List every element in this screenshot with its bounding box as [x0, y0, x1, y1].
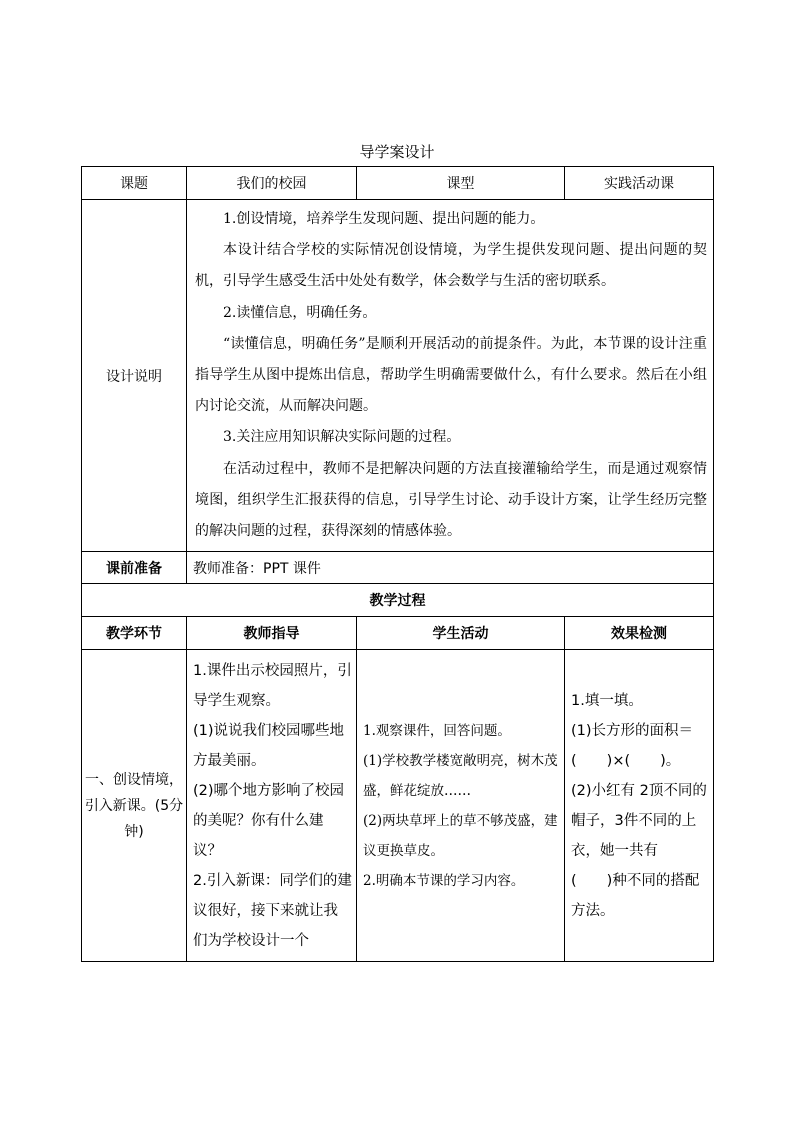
column-header-student: 学生活动 — [357, 617, 565, 650]
check-item: 1.填一填。 — [571, 692, 643, 709]
check-item — [571, 866, 709, 926]
blank-close: )。 — [660, 752, 681, 769]
teacher-guidance-cell — [187, 650, 357, 962]
design-content — [187, 200, 714, 552]
check-item: (1)长方形的面积＝ — [571, 722, 694, 739]
prep-value: 教师准备：PPT 课件 — [187, 552, 714, 584]
teacher-item: (1)说说我们校园哪些地方最美丽。 — [193, 723, 345, 770]
student-item: 1.观察课件，回答问题。 — [363, 722, 511, 739]
process-column-headers — [82, 617, 714, 650]
design-paragraph: 本设计结合学校的实际情况创设情境，为学生提供发现问题、提出问题的契机，引导学生感受生活中处处有数学，体会数学与生活的密切联系。 — [195, 242, 707, 290]
student-item: (2)两块草坪上的草不够茂盛，建议更换草皮。 — [363, 812, 558, 859]
design-paragraph: 2.读懂信息，明确任务。 — [223, 304, 377, 321]
topic-label: 课题 — [82, 167, 187, 200]
process-row — [82, 650, 714, 962]
student-item: (1)学校教学楼宽敞明亮，树木茂盛，鲜花绽放…… — [363, 752, 558, 799]
type-label: 课型 — [357, 167, 565, 200]
blank-open: ( — [571, 872, 577, 889]
design-paragraph: 1.创设情境，培养学生发现问题、提出问题的能力。 — [223, 211, 545, 227]
design-row — [82, 200, 714, 552]
column-header-teacher: 教师指导 — [187, 617, 357, 650]
student-activity-cell — [357, 650, 565, 962]
prep-row — [82, 552, 714, 584]
process-title: 教学过程 — [82, 584, 714, 617]
design-paragraph: 3.关注应用知识解决实际问题的过程。 — [223, 429, 461, 446]
teacher-item: (2)哪个地方影响了校园的美呢？你有什么建议？ — [193, 783, 345, 860]
column-header-check: 效果检测 — [565, 617, 714, 650]
design-paragraph: 在活动过程中，教师不是把解决问题的方法直接灌输给学生，而是通过观察情境图，组织学生汇报获得的信息，引导学生讨论、动手设计方案，让学生经历完整的解决问题的过程，获得深刻的情感体验。 — [195, 460, 707, 540]
design-paragraph: “读懂信息，明确任务”是顺利开展活动的前提条件。为此，本节课的设计注重指导学生从图中提炼出信息，帮助学生明确需要做什么，有什么要求。然后在小组内讨论交流，从而解决问题。 — [195, 335, 707, 415]
blank-times: )×( — [606, 752, 631, 769]
blank-open: ( — [571, 752, 577, 769]
student-item: 2.明确本节课的学习内容。 — [363, 872, 525, 889]
check-item: (2)小红有 2顶不同的帽子，3件不同的上衣，她一共有 — [571, 782, 707, 859]
document-title: 导学案设计 — [359, 143, 435, 161]
check-item — [571, 746, 709, 776]
process-title-row — [82, 584, 714, 617]
lesson-plan-table — [81, 166, 714, 962]
teacher-item: 1.课件出示校园照片，引导学生观察。 — [193, 663, 352, 710]
column-header-stage: 教学环节 — [82, 617, 187, 650]
header-row — [82, 167, 714, 200]
teacher-item: 2.引入新课：同学们的建议很好，接下来就让我们为学校设计一个 — [193, 873, 352, 950]
prep-label: 课前准备 — [82, 552, 187, 584]
blank-close: )种不同的搭配方法。 — [571, 872, 700, 919]
stage-cell: 一、创设情境，引入新课。(5分钟) — [82, 650, 187, 962]
design-label: 设计说明 — [82, 200, 187, 552]
topic-value: 我们的校园 — [187, 167, 357, 200]
effect-check-cell — [565, 650, 714, 962]
type-value: 实践活动课 — [565, 167, 714, 200]
